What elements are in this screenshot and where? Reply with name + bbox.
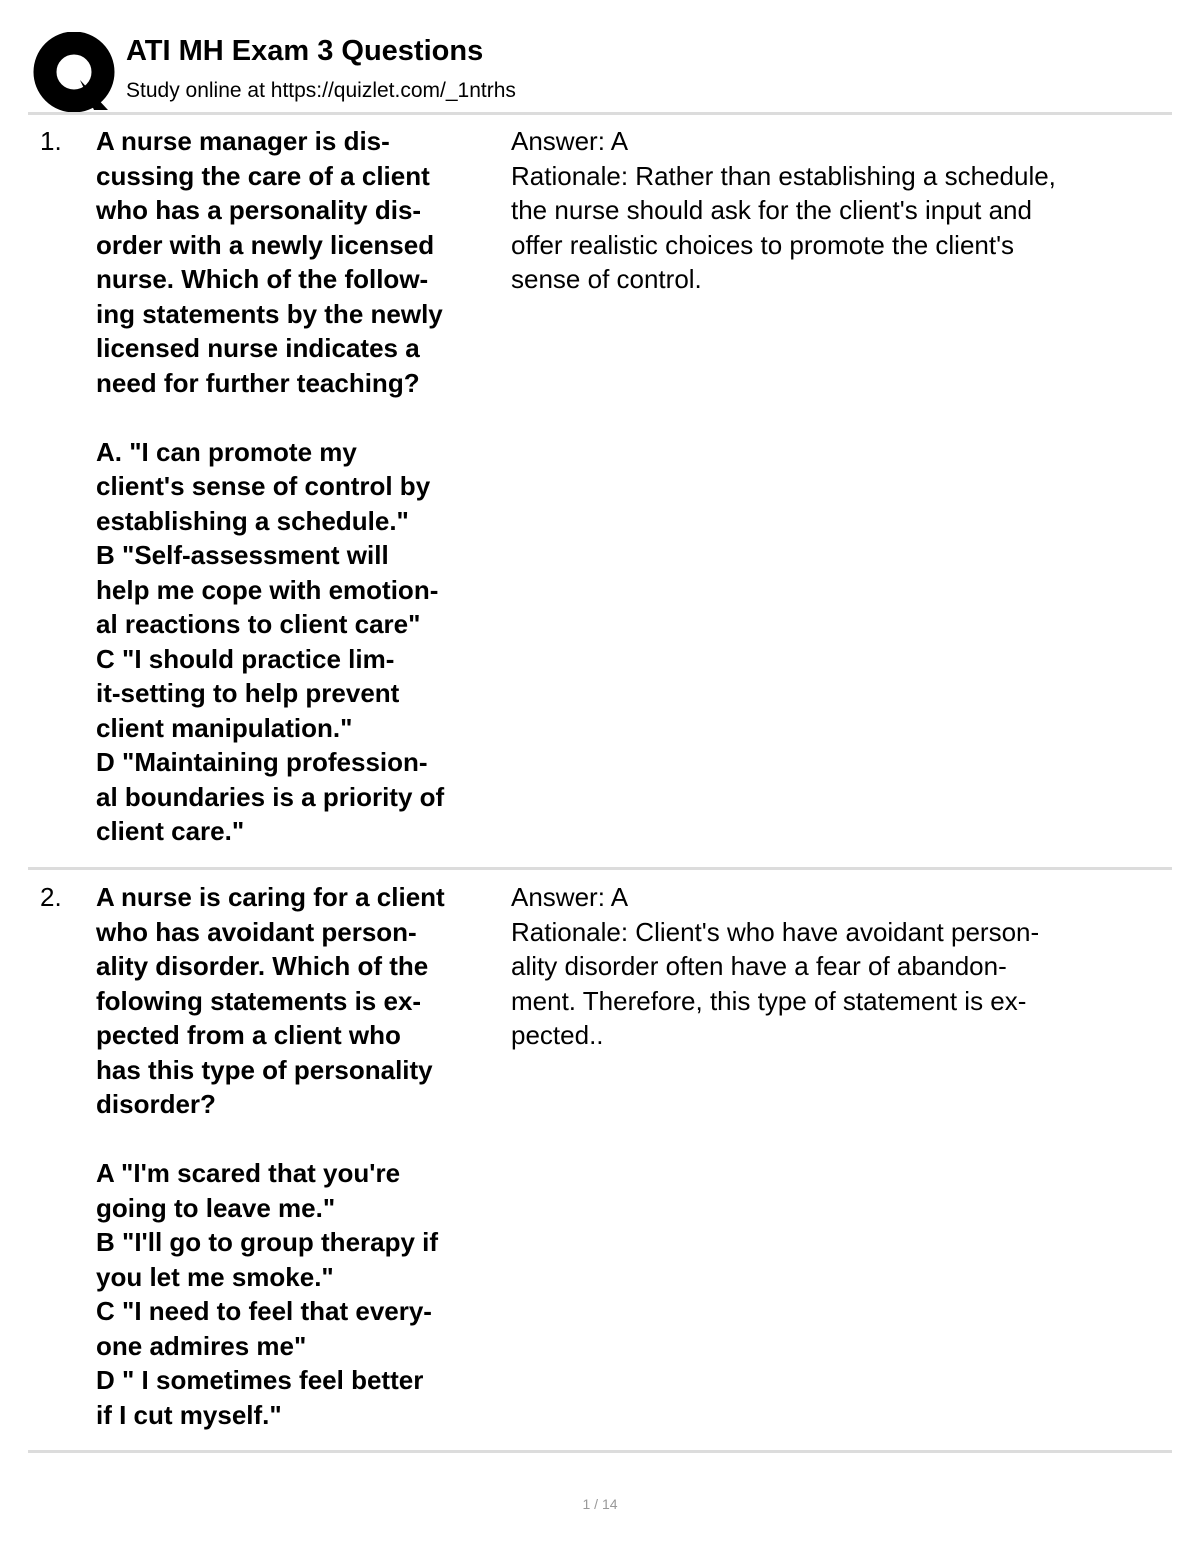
question-line: A nurse is caring for a client <box>96 882 445 912</box>
question-line <box>96 400 508 435</box>
option-line: client care." <box>96 816 245 846</box>
option-line: al reactions to client care" <box>96 609 421 639</box>
option-line: going to leave me." <box>96 1192 336 1223</box>
document-title: ATI MH Exam 3 Questions <box>126 35 484 67</box>
header-divider <box>28 112 1172 115</box>
question-line: need for further teaching? <box>96 367 420 398</box>
option-line: C "I should practice lim- <box>96 643 395 674</box>
question-line: who has a personality dis- <box>96 195 422 225</box>
question-line: ality disorder. Which of the <box>96 951 429 981</box>
quizlet-q-logo-icon <box>32 32 132 132</box>
option-line: B "I'll go to group therapy if <box>96 1227 439 1257</box>
answer-label: Answer: A <box>511 882 629 912</box>
page-number: 1 / 14 <box>582 1496 618 1512</box>
rationale-line: sense of control. <box>511 264 702 294</box>
question-line: folowing statements is ex- <box>96 985 422 1016</box>
document-header <box>28 28 1172 112</box>
option-line: D "Maintaining profession- <box>96 747 428 777</box>
question-line <box>96 1122 508 1157</box>
question-line: A nurse manager is dis- <box>96 126 390 156</box>
option-line: if I cut myself." <box>96 1399 282 1430</box>
rationale-line: ality disorder often have a fear of abandon- <box>511 951 1007 981</box>
question-text <box>96 124 508 849</box>
option-line: client's sense of control by <box>96 471 431 501</box>
card-number: 2. <box>40 882 62 912</box>
card-divider <box>28 867 1172 870</box>
question-line: nurse. Which of the follow- <box>96 264 429 294</box>
option-line: help me cope with emotion- <box>96 574 439 605</box>
flashcard-2 <box>28 880 1172 1432</box>
option-line: you let me smoke." <box>96 1261 334 1292</box>
answer-label: Answer: A <box>511 126 629 156</box>
option-line: establishing a schedule." <box>96 505 409 536</box>
option-line: D " I sometimes feel better <box>96 1365 424 1395</box>
card-divider <box>28 1450 1172 1453</box>
rationale-line: Rationale: Client's who have avoidant person- <box>511 916 1040 947</box>
option-line: A "I'm scared that you're <box>96 1158 401 1188</box>
question-line: who has avoidant person- <box>96 916 417 947</box>
option-line: it-setting to help prevent <box>96 678 400 708</box>
question-line: has this type of personality <box>96 1054 433 1085</box>
option-line: al boundaries is a priority of <box>96 781 445 812</box>
question-line: licensed nurse indicates a <box>96 333 420 363</box>
document-subtitle: Study online at https://quizlet.com/_1ntrhs <box>126 79 516 102</box>
rationale-line: Rationale: Rather than establishing a schedule, <box>511 160 1056 191</box>
rationale-line: ment. Therefore, this type of statement is ex- <box>511 985 1027 1016</box>
question-line: disorder? <box>96 1089 216 1119</box>
option-line: one admires me" <box>96 1330 307 1361</box>
rationale-line: the nurse should ask for the client's input and <box>511 195 1032 225</box>
rationale-line: pected.. <box>511 1020 604 1050</box>
option-line: C "I need to feel that every- <box>96 1296 432 1326</box>
option-line: B "Self-assessment will <box>96 540 389 570</box>
answer-text <box>511 880 1161 1053</box>
question-line: ing statements by the newly <box>96 298 443 329</box>
question-text <box>96 880 508 1432</box>
card-number: 1. <box>40 126 62 156</box>
option-line: client manipulation." <box>96 712 353 743</box>
question-line: cussing the care of a client <box>96 160 430 191</box>
answer-text <box>511 124 1161 297</box>
question-line: order with a newly licensed <box>96 229 435 260</box>
rationale-line: offer realistic choices to promote the client's <box>511 229 1015 260</box>
question-line: pected from a client who <box>96 1020 401 1050</box>
option-line: A. "I can promote my <box>96 436 357 467</box>
flashcard-1 <box>28 124 1172 850</box>
